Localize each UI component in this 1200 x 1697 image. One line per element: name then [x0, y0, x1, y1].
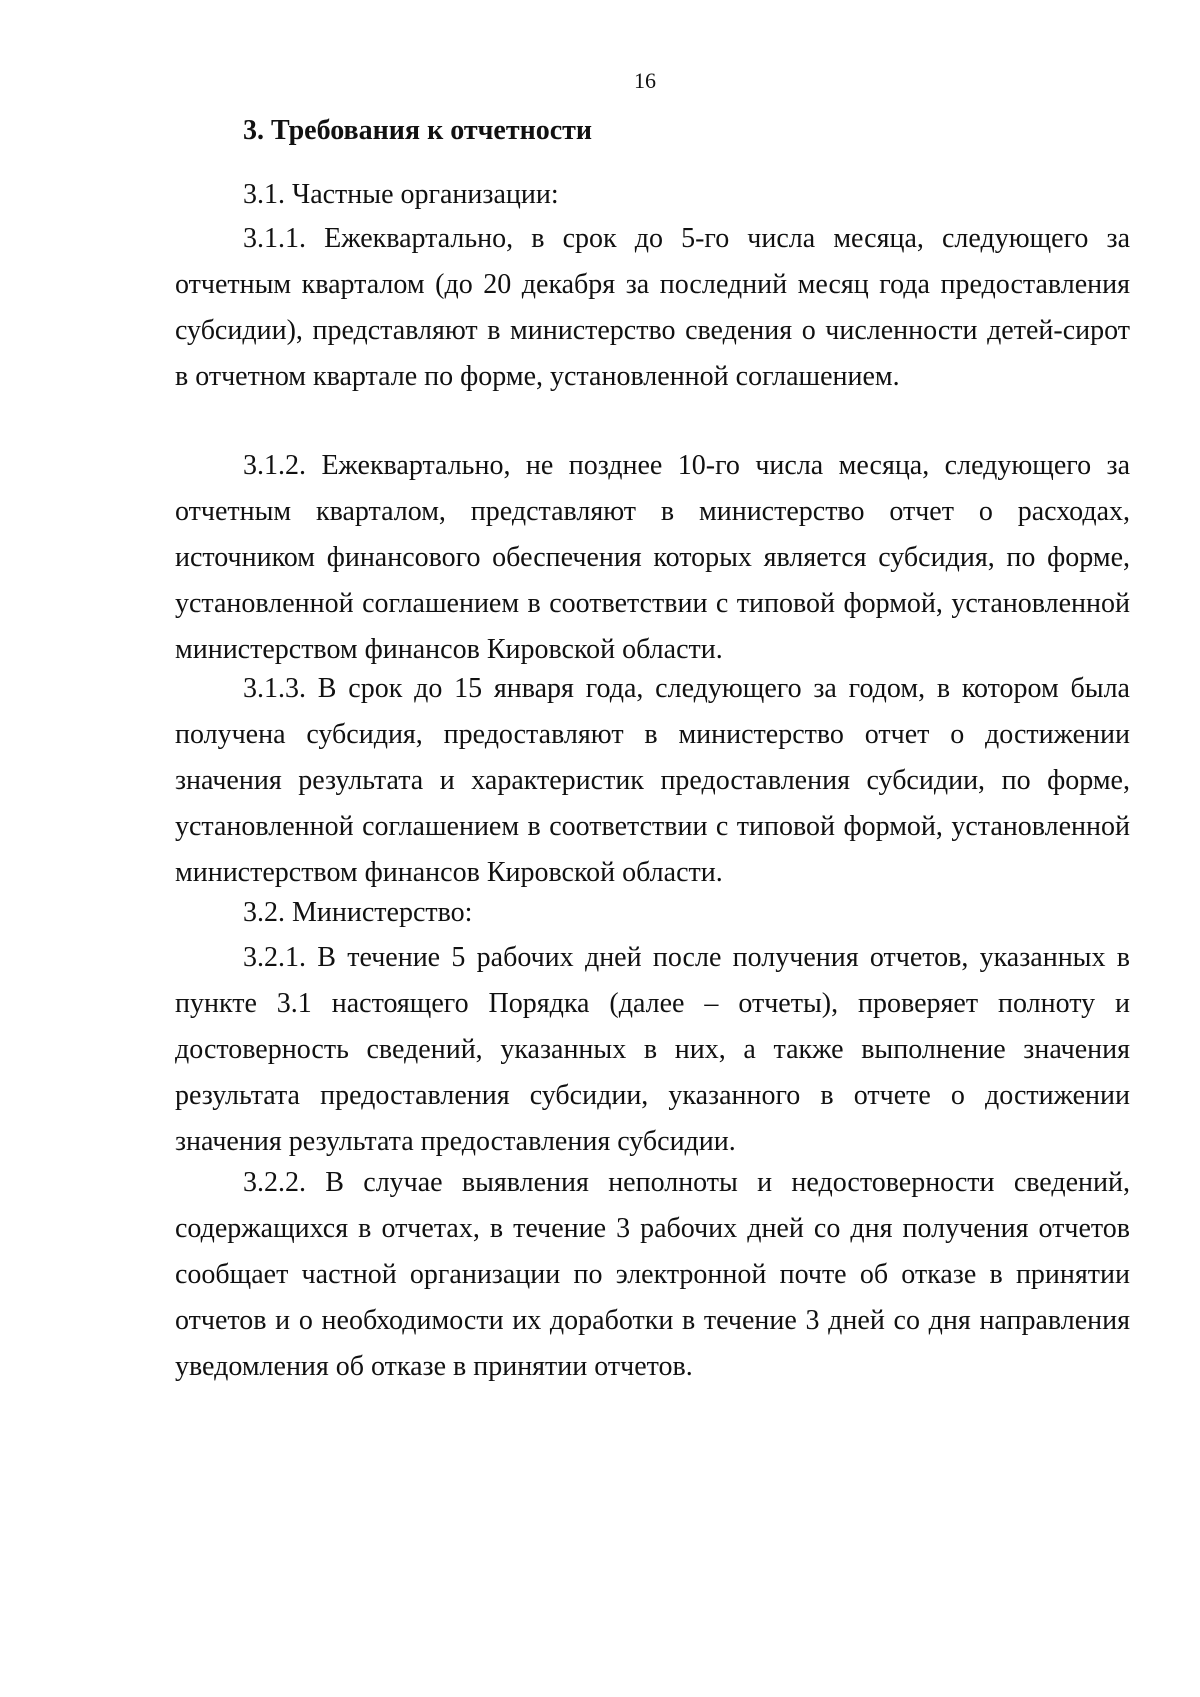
- subsection-3-2-heading: 3.2. Министерство:: [243, 897, 473, 928]
- page-number: 16: [634, 68, 656, 93]
- paragraph-3-1-1: 3.1.1. Ежеквартально, в срок до 5-го числа месяца, следующего за отчетным кварталом (до 20 декабря за последний месяц года предоставления субсидии), представляют в министерство сведения о численности детей-сирот в отчетном квартале по форме, установленной соглашением.: [175, 223, 1130, 392]
- paragraph-3-2-1: 3.2.1. В течение 5 рабочих дней после получения отчетов, указанных в пункте 3.1 настоящего Порядка (далее – отчеты), проверяет полноту и достоверность сведений, указанных в них, а также выполнение значения результата предоставления субсидии, указанного в отчете о достижении значения результата предоставления субсидии.: [175, 942, 1130, 1157]
- section-title: 3. Требования к отчетности: [243, 115, 593, 146]
- subsection-3-1-heading: 3.1. Частные организации:: [243, 179, 559, 210]
- paragraph-3-1-3: 3.1.3. В срок до 15 января года, следующего за годом, в котором была получена субсидия, предоставляют в министерство отчет о достижении значения результата и характеристик предоставления субсидии, по форме, установленной соглашением в соответствии с типовой формой, установленной министерством финансов Кировской области.: [175, 673, 1130, 888]
- paragraph-3-2-2: 3.2.2. В случае выявления неполноты и недостоверности сведений, содержащихся в отчетах, в течение 3 рабочих дней со дня получения отчетов сообщает частной организации по электронной почте об отказе в принятии отчетов и о необходимости их доработки в течение 3 дней со дня направления уведомления об отказе в принятии отчетов.: [175, 1167, 1130, 1382]
- paragraph-3-1-2: 3.1.2. Ежеквартально, не позднее 10-го числа месяца, следующего за отчетным кварталом, представляют в министерство отчет о расходах, источником финансового обеспечения которых является субсидия, по форме, установленной соглашением в соответствии с типовой формой, установленной министерством финансов Кировской области.: [175, 450, 1130, 665]
